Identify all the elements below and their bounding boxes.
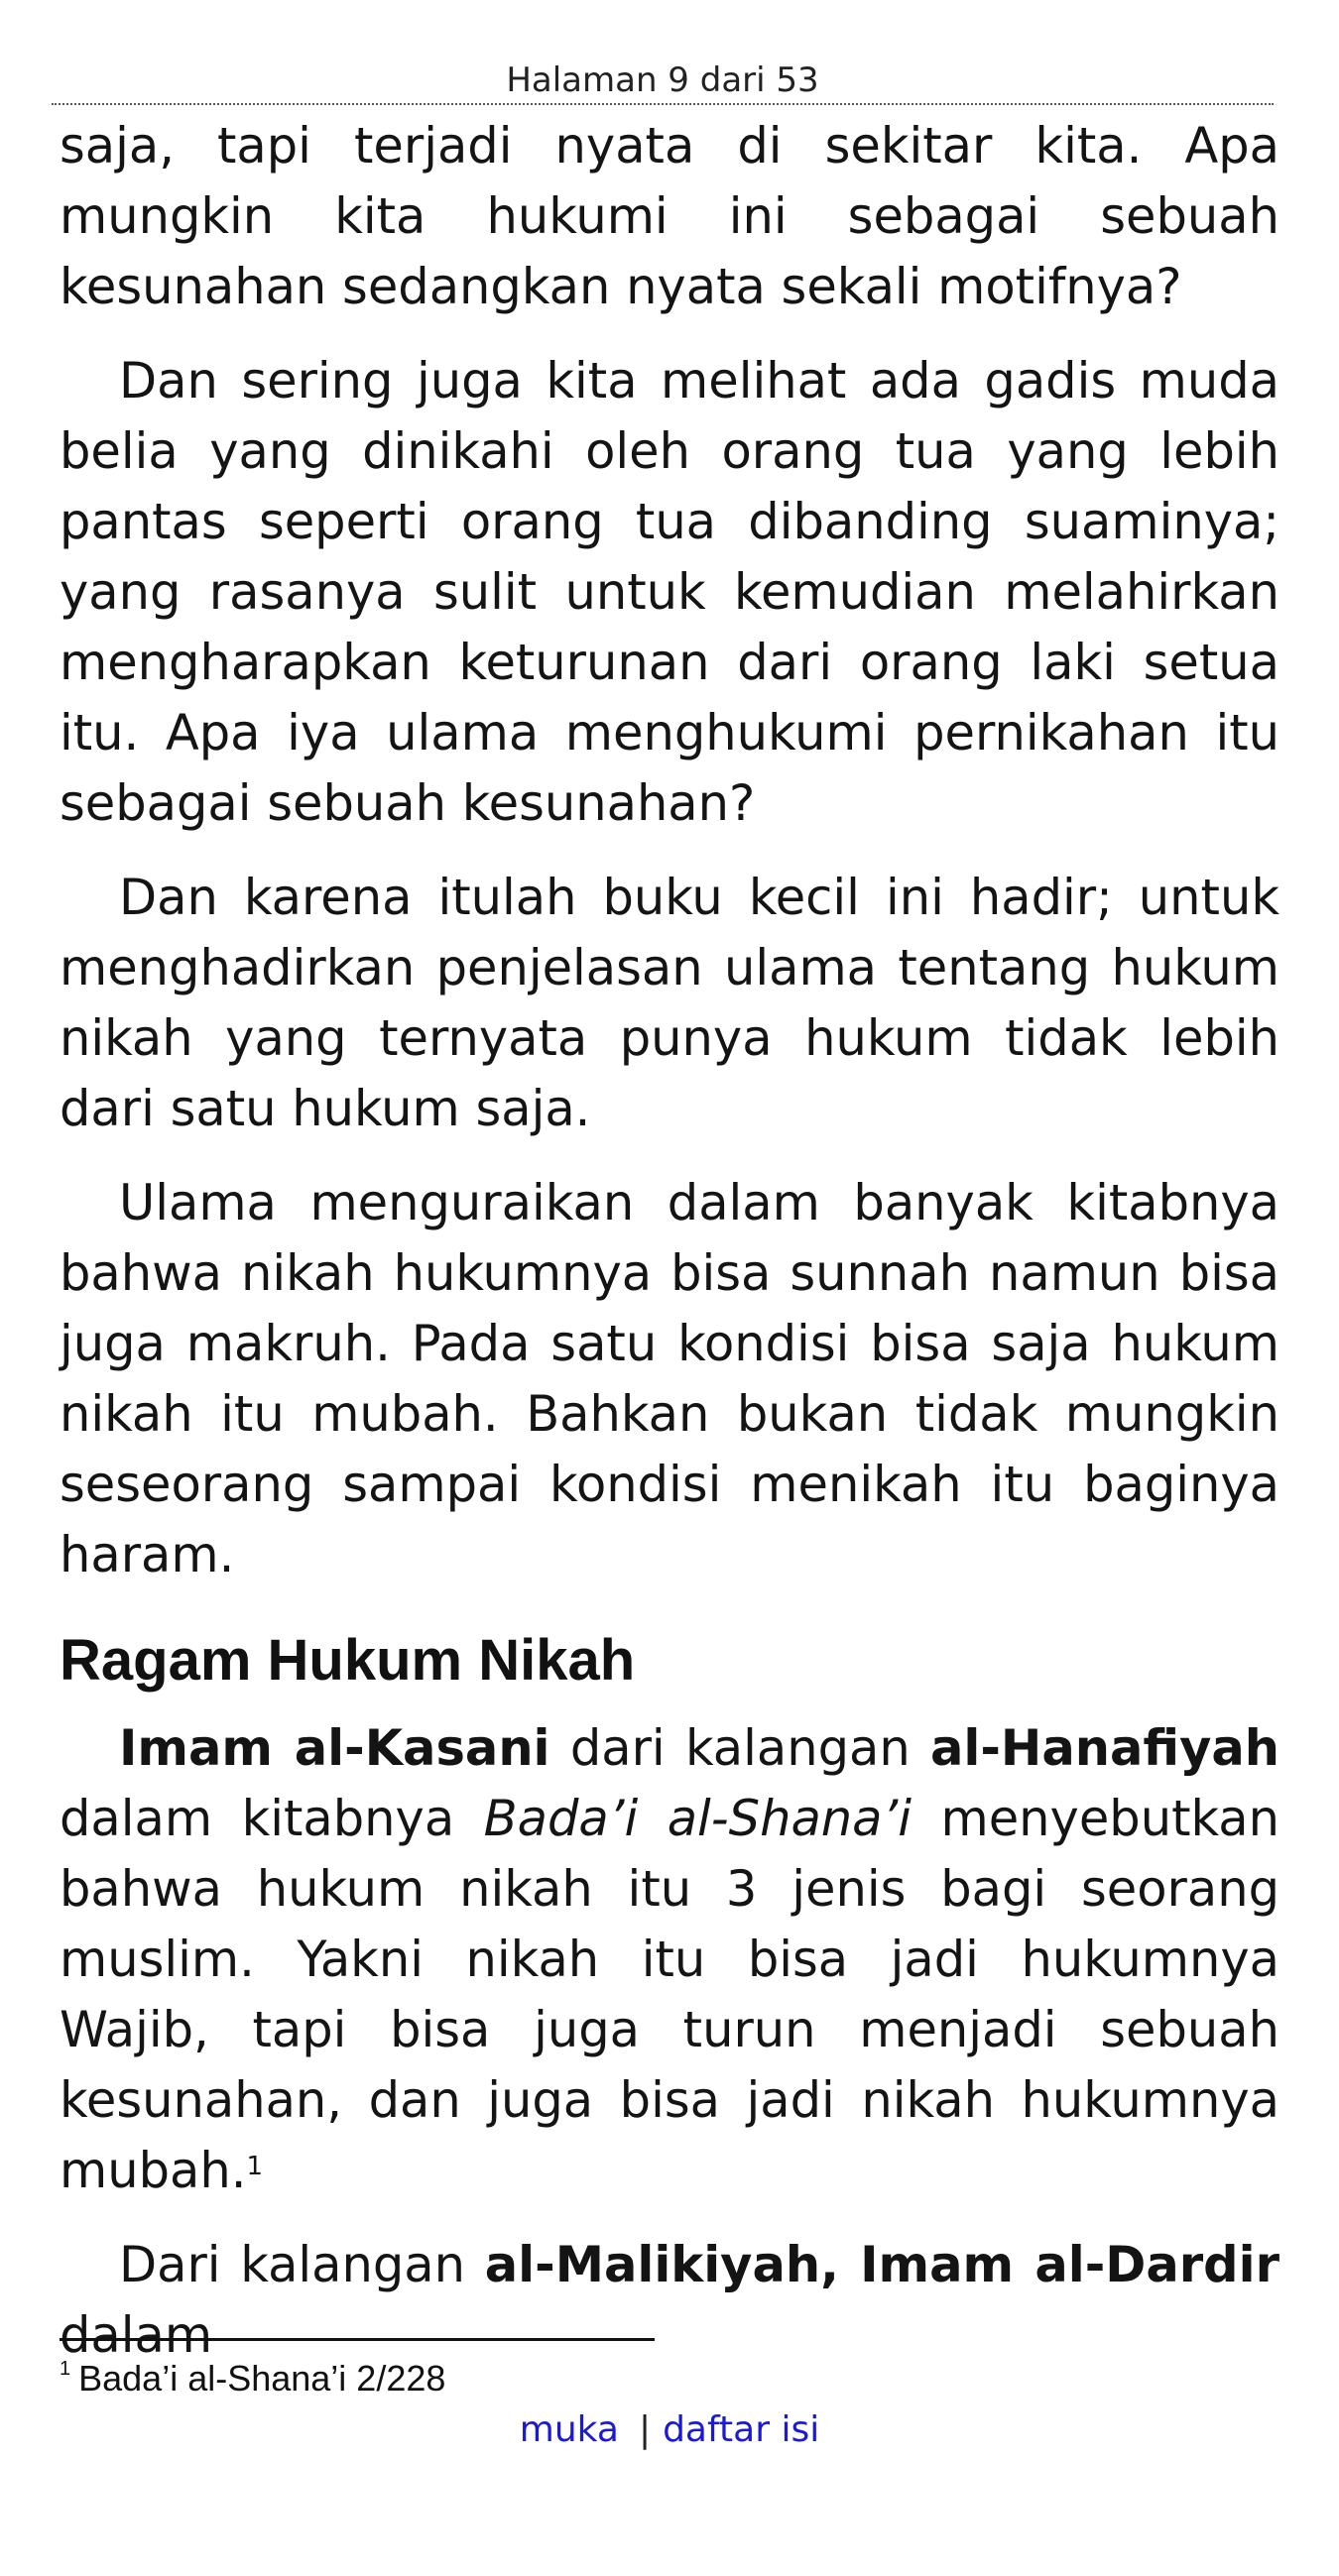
bold-name: al-Malikiyah, Imam al-Dardir — [484, 2236, 1279, 2293]
footnote-reference[interactable]: 1 — [246, 2152, 263, 2181]
bold-name: al-Hanafiyah — [930, 1719, 1279, 1777]
text-run: Dari kalangan — [119, 2236, 485, 2293]
footnote — [60, 2358, 445, 2400]
page — [60, 0, 1279, 2395]
section-heading: Ragam Hukum Nikah — [60, 1628, 636, 1693]
paragraph: Dan sering juga kita melihat ada gadis muda belia yang dinikahi oleh orang tua yang lebih pantas seperti orang tua dibanding suaminya; yang rasanya sulit untuk kemudian melahirkan mengharapkan keturunan dari orang laki setua itu. Apa iya ulama menghukumi pernikahan itu sebagai sebuah kesunahan? — [60, 352, 1279, 832]
footnote-text: Bada’i al-Shana’i 2/228 — [78, 2358, 446, 2399]
footnote-number: 1 — [60, 2358, 71, 2380]
text-run: dalam kitabnya — [60, 1790, 484, 1847]
book-title: Bada’i al-Shana’i — [483, 1790, 912, 1847]
text-run: dalam — [60, 2306, 213, 2364]
page-navigation — [0, 2409, 1339, 2450]
page-header — [52, 0, 1274, 105]
content — [60, 111, 1279, 2371]
footnote-divider — [60, 2338, 655, 2341]
paragraph-kasani — [60, 1713, 1279, 2206]
bold-name: Imam al-Kasani — [119, 1719, 550, 1777]
paragraph-continued: saja, tapi terjadi nyata di sekitar kita. Apa mungkin kita hukumi ini sebagai sebuah kesunahan sedangkan nyata sekali motifnya? — [60, 117, 1279, 315]
page-number-label: Halaman 9 dari 53 — [506, 60, 819, 100]
home-link[interactable]: muka — [519, 2409, 619, 2450]
text-run: dari kalangan — [549, 1719, 930, 1777]
paragraph: Dan karena itulah buku kecil ini hadir; untuk menghadirkan penjelasan ulama tentang hukum nikah yang ternyata punya hukum tidak lebih dari satu hukum saja. — [60, 869, 1279, 1137]
toc-link[interactable]: daftar isi — [663, 2409, 820, 2450]
paragraph: Ulama menguraikan dalam banyak kitabnya bahwa nikah hukumnya bisa sunnah namun bisa juga makruh. Pada satu kondisi bisa saja hukum nikah itu mubah. Bahkan bukan tidak mungkin seseorang sampai kondisi menikah itu baginya haram. — [60, 1174, 1279, 1583]
nav-separator: | — [638, 2409, 652, 2450]
paragraph-malikiyah — [60, 2230, 1279, 2371]
text-run: menyebutkan bahwa hukum nikah itu 3 jenis bagi seorang muslim. Yakni nikah itu bisa jadi hukumnya Wajib, tapi bisa juga turun menjadi sebuah kesunahan, dan juga bisa jadi nikah hukumnya mubah. — [60, 1790, 1280, 2199]
